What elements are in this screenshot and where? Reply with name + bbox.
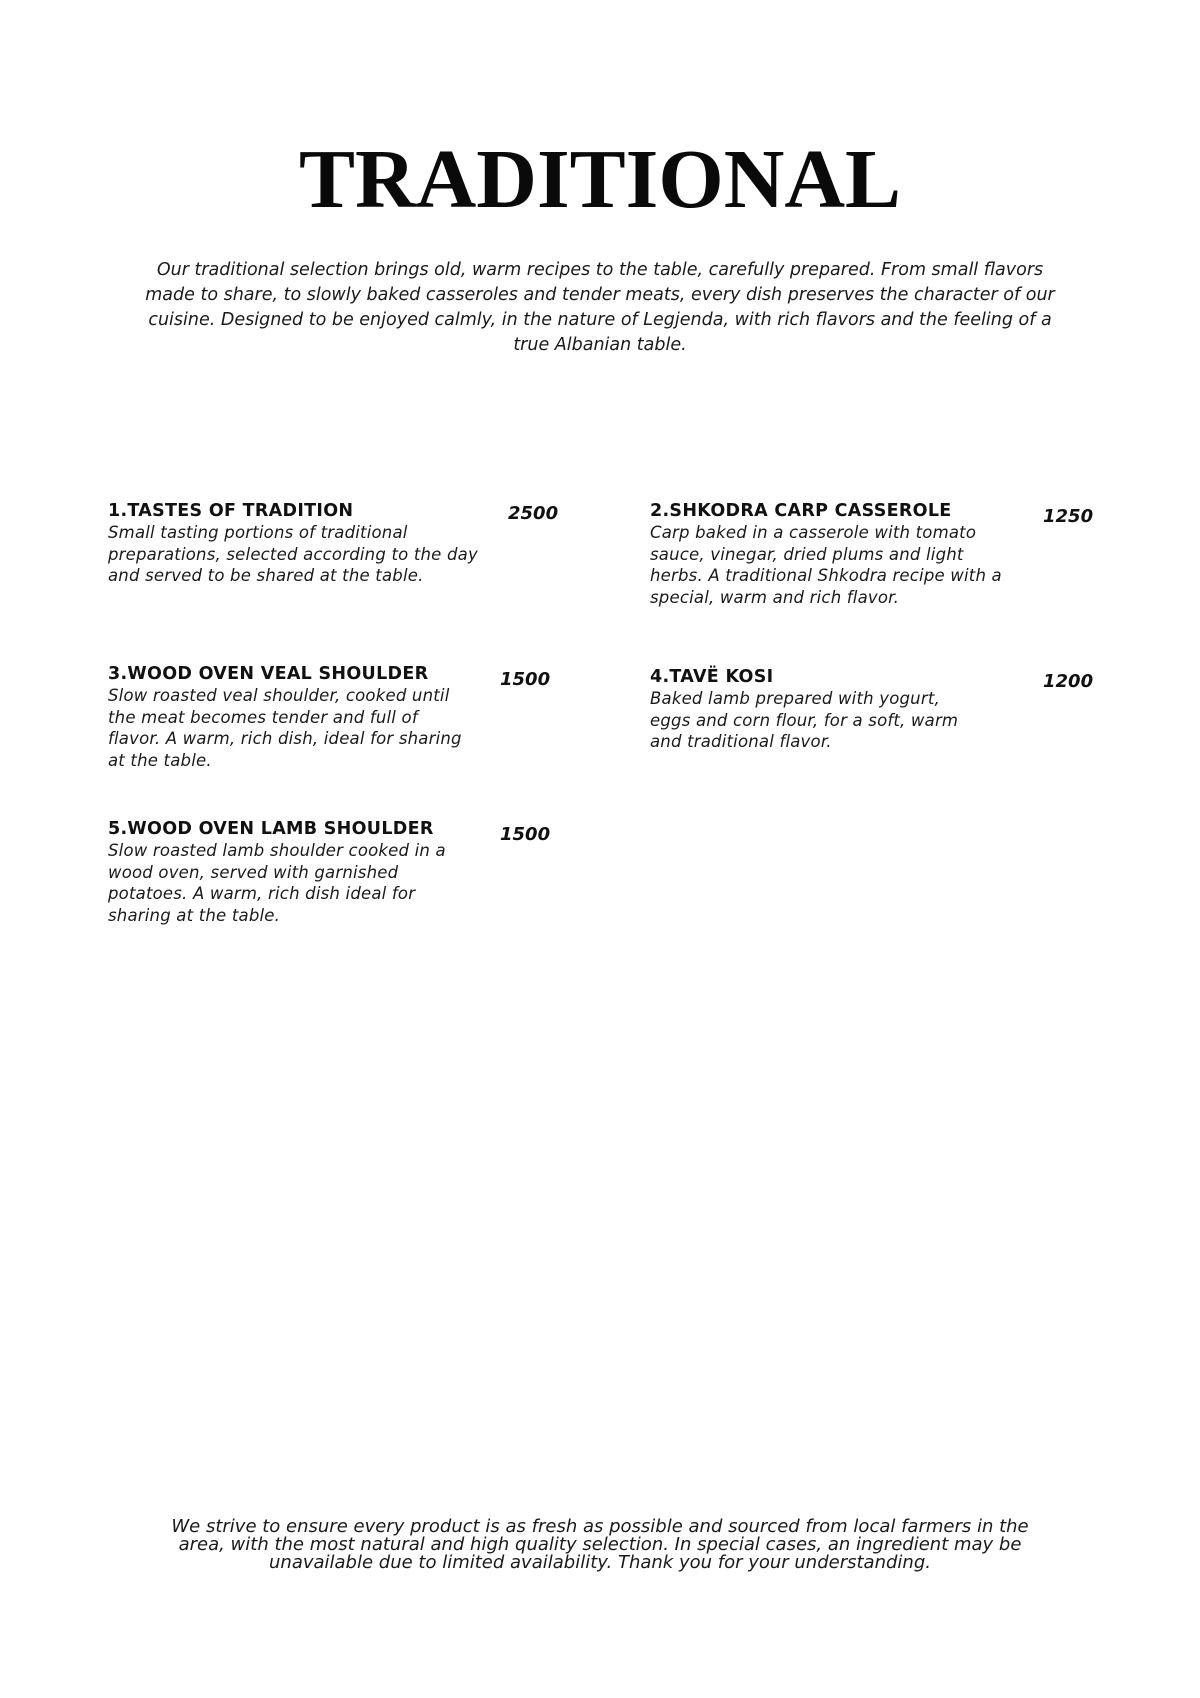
menu-item-price: 1500 <box>500 824 551 845</box>
menu-item-name: 1.TASTES OF TRADITION <box>108 501 354 521</box>
menu-item-name: 4.TAVË KOSI <box>650 667 774 687</box>
menu-item-price: 1250 <box>1043 506 1094 527</box>
footer-note: We strive to ensure every product is as fresh as possible and sourced from local farmers in the area, with the most natural and high quality selection. In special cases, an ingredient may be unavailable due to limited availability. Thank you for your understanding. <box>171 1516 1029 1573</box>
menu-item <box>650 500 1005 608</box>
menu-item-name: 5.WOOD OVEN LAMB SHOULDER <box>108 819 434 839</box>
menu-item <box>108 500 478 587</box>
page-title: TRADITIONAL <box>298 133 902 226</box>
menu-item-description: Small tasting portions of traditional preparations, selected according to the day and served to be shared at the table. <box>108 523 478 585</box>
menu-item-description: Baked lamb prepared with yogurt, eggs and corn flour, for a soft, warm and traditional flavor. <box>650 689 959 751</box>
intro-text: Our traditional selection brings old, warm recipes to the table, carefully prepared. From small flavors made to share, to slowly baked casseroles and tender meats, every dish preserves the character of our cuisine. Designed to be enjoyed calmly, in the nature of Legjenda, with rich flavors and the feeling of a true Albanian table. <box>145 260 1055 355</box>
menu-item-price: 1500 <box>500 669 551 690</box>
menu-item-name: 2.SHKODRA CARP CASSEROLE <box>650 501 952 521</box>
menu-item-name: 3.WOOD OVEN VEAL SHOULDER <box>108 664 429 684</box>
menu-item-description: Slow roasted lamb shoulder cooked in a wood oven, served with garnished potatoes. A warm, rich dish ideal for sharing at the table. <box>108 841 446 925</box>
menu-item-description: Slow roasted veal shoulder, cooked until the meat becomes tender and full of flavor. A warm, rich dish, ideal for sharing at the table. <box>108 686 462 770</box>
menu-item <box>108 818 458 926</box>
menu-item-price: 1200 <box>1043 671 1094 692</box>
menu-item <box>108 663 463 771</box>
menu-item <box>650 666 980 753</box>
menu-item-price: 2500 <box>508 503 559 524</box>
menu-item-description: Carp baked in a casserole with tomato sauce, vinegar, dried plums and light herbs. A traditional Shkodra recipe with a special, warm and rich flavor. <box>650 523 1002 607</box>
